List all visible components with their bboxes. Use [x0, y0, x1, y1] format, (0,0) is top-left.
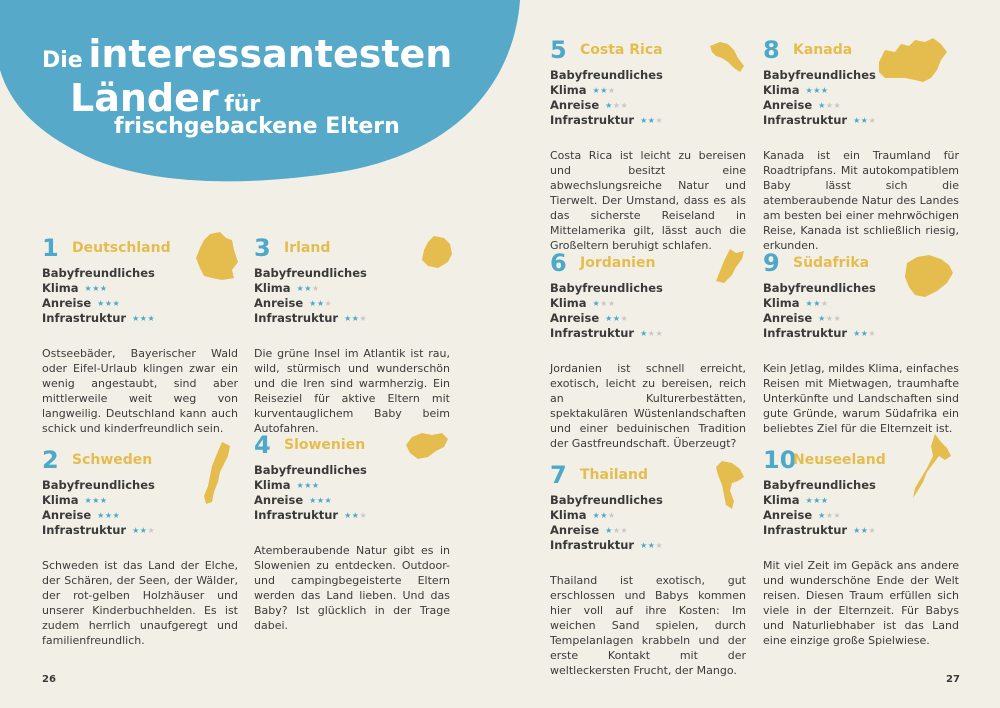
- star-filled-icon: ★: [296, 481, 305, 490]
- star-empty-icon: ★: [825, 314, 834, 323]
- star-filled-icon: ★: [592, 86, 601, 95]
- country-name: Jordanien: [580, 255, 656, 271]
- star-filled-icon: ★: [84, 284, 93, 293]
- babyfreundliches-label: Babyfreundliches: [763, 478, 876, 492]
- rating-label-anreise: Anreise: [550, 523, 600, 537]
- star-rating-klima: [806, 299, 829, 308]
- rating-row-infrastruktur: [42, 311, 238, 326]
- country-description: Schweden ist das Land der Elche, der Schären, der Seen, der Wälder, der rot-gelben Holzhäuser und unserer Kinderbuchhelden. Es ist zudem herrlich unaufgeregt und familienfreundlich.: [42, 559, 238, 647]
- star-filled-icon: ★: [92, 284, 100, 293]
- star-filled-icon: ★: [818, 101, 826, 110]
- rating-label-anreise: Anreise: [42, 508, 92, 522]
- star-filled-icon: ★: [853, 116, 861, 125]
- country-name: Südafrika: [793, 255, 870, 271]
- star-empty-icon: ★: [359, 511, 368, 520]
- rating-label-klima: Klima: [42, 493, 79, 507]
- country-number: 3: [254, 234, 271, 262]
- south-africa-map-icon: [903, 255, 953, 297]
- star-filled-icon: ★: [818, 314, 826, 323]
- rating-row-infrastruktur: [550, 538, 746, 553]
- rating-label-infrastruktur: Infrastruktur: [763, 326, 848, 340]
- star-rating-klima: [85, 284, 108, 293]
- star-filled-icon: ★: [813, 86, 821, 95]
- thailand-map-icon: [716, 461, 744, 509]
- star-empty-icon: ★: [324, 299, 333, 308]
- star-empty-icon: ★: [620, 526, 629, 535]
- rating-row-infrastruktur: [763, 523, 959, 538]
- rating-label-infrastruktur: Infrastruktur: [550, 113, 635, 127]
- country-description: Kein Jetlag, mildes Klima, einfaches Reisen mit Mietwagen, traumhafte Unterkünfte und Landschaften sind gute Gründe, warum Südafrika ein beliebtes Ziel für die Elternzeit ist.: [763, 362, 959, 435]
- country-block-schweden: [42, 446, 238, 648]
- star-filled-icon: ★: [84, 496, 93, 505]
- rating-label-klima: Klima: [550, 296, 587, 310]
- star-filled-icon: ★: [592, 511, 601, 520]
- star-filled-icon: ★: [805, 86, 814, 95]
- rating-row-anreise: [42, 508, 238, 523]
- star-rating-infrastruktur: [132, 526, 155, 535]
- star-rating-anreise: [818, 511, 841, 520]
- star-rating-anreise: [605, 526, 628, 535]
- country-name: Schweden: [72, 452, 153, 468]
- rating-label-anreise: Anreise: [763, 311, 813, 325]
- country-number: 4: [254, 431, 271, 459]
- star-filled-icon: ★: [311, 481, 320, 490]
- star-filled-icon: ★: [304, 481, 312, 490]
- star-filled-icon: ★: [592, 299, 601, 308]
- star-filled-icon: ★: [351, 314, 360, 323]
- country-description: Jordanien ist schnell erreicht, exotisch, leicht zu bereisen, reich an Kulturerbestätten, spektakulären Wüstenlandschaften und einer beduinischen Tradition der Gastfreundschaft. Überzeugt?: [550, 362, 746, 450]
- star-filled-icon: ★: [324, 496, 333, 505]
- rating-row-klima: [254, 281, 450, 296]
- star-rating-anreise: [309, 496, 332, 505]
- star-filled-icon: ★: [92, 496, 100, 505]
- star-filled-icon: ★: [104, 299, 113, 308]
- rating-label-infrastruktur: Infrastruktur: [763, 113, 848, 127]
- star-rating-klima: [593, 86, 616, 95]
- star-filled-icon: ★: [853, 329, 861, 338]
- star-empty-icon: ★: [607, 511, 616, 520]
- star-filled-icon: ★: [612, 314, 621, 323]
- rating-label-klima: Klima: [550, 508, 587, 522]
- slovenia-map-icon: [406, 433, 448, 459]
- star-empty-icon: ★: [612, 101, 621, 110]
- star-filled-icon: ★: [647, 541, 656, 550]
- star-rating-infrastruktur: [640, 116, 663, 125]
- country-number: 5: [550, 36, 567, 64]
- rating-row-infrastruktur: [254, 311, 450, 326]
- babyfreundliches-label: Babyfreundliches: [550, 281, 663, 295]
- country-description: Atemberaubende Natur gibt es in Slowenien zu entdecken. Outdoor- und campingbegeisterte Eltern werden das Land lieben. Und das Baby? Ist glücklich in der Trage dabei.: [254, 544, 450, 632]
- rating-label-anreise: Anreise: [42, 296, 92, 310]
- country-description: Thailand ist exotisch, gut erschlossen und Babys kommen hier voll auf ihre Kosten: Im weichen Sand spielen, durch Tempelanlagen krabbeln und der erste Kontakt mit der weltleckersten Frucht, der Mango.: [550, 574, 746, 677]
- star-filled-icon: ★: [99, 496, 108, 505]
- star-empty-icon: ★: [311, 284, 320, 293]
- star-filled-icon: ★: [605, 314, 613, 323]
- rating-row-anreise: [42, 296, 238, 311]
- country-description: Die grüne Insel im Atlantik ist rau, wild, stürmisch und wunderschön und die Iren sind warmherzig. Ein Reiseziel für aktive Eltern mit kurventauglichem Baby beim Autofahren.: [254, 347, 450, 435]
- rating-row-anreise: [254, 493, 450, 508]
- star-empty-icon: ★: [607, 86, 616, 95]
- star-empty-icon: ★: [868, 116, 877, 125]
- country-name: Costa Rica: [580, 42, 663, 58]
- star-filled-icon: ★: [640, 329, 648, 338]
- star-filled-icon: ★: [344, 511, 352, 520]
- star-filled-icon: ★: [304, 284, 312, 293]
- rating-label-infrastruktur: Infrastruktur: [42, 311, 127, 325]
- rating-row-klima: [763, 296, 959, 311]
- star-filled-icon: ★: [640, 541, 648, 550]
- star-rating-klima: [85, 496, 108, 505]
- star-filled-icon: ★: [605, 526, 613, 535]
- star-filled-icon: ★: [820, 86, 829, 95]
- star-empty-icon: ★: [825, 511, 834, 520]
- star-filled-icon: ★: [112, 511, 121, 520]
- star-filled-icon: ★: [99, 284, 108, 293]
- country-block-slowenien: [254, 431, 450, 633]
- star-empty-icon: ★: [607, 299, 616, 308]
- country-name: Kanada: [793, 42, 853, 58]
- star-empty-icon: ★: [147, 526, 156, 535]
- star-rating-anreise: [97, 299, 120, 308]
- country-name: Thailand: [580, 467, 648, 483]
- canada-map-icon: [875, 38, 947, 96]
- sweden-map-icon: [202, 442, 232, 504]
- title-laender: Länder: [70, 76, 219, 120]
- country-block-irland: [254, 234, 450, 436]
- rating-row-infrastruktur: [763, 113, 959, 128]
- star-rating-anreise: [605, 314, 628, 323]
- ireland-map-icon: [422, 236, 452, 268]
- rating-row-infrastruktur: [254, 508, 450, 523]
- country-number: 10: [763, 446, 797, 474]
- page-number-left: 26: [42, 674, 56, 685]
- country-block-costa-rica: [550, 36, 746, 253]
- star-empty-icon: ★: [820, 299, 829, 308]
- star-filled-icon: ★: [640, 116, 648, 125]
- star-filled-icon: ★: [813, 496, 821, 505]
- star-rating-anreise: [818, 314, 841, 323]
- star-empty-icon: ★: [655, 541, 664, 550]
- rating-label-klima: Klima: [763, 296, 800, 310]
- star-rating-infrastruktur: [132, 314, 155, 323]
- star-filled-icon: ★: [818, 511, 826, 520]
- rating-row-infrastruktur: [42, 523, 238, 538]
- star-filled-icon: ★: [296, 284, 305, 293]
- title-fuer: für: [224, 92, 261, 117]
- star-filled-icon: ★: [309, 496, 317, 505]
- country-number: 2: [42, 446, 59, 474]
- star-rating-klima: [593, 511, 616, 520]
- babyfreundliches-label: Babyfreundliches: [42, 478, 155, 492]
- rating-label-klima: Klima: [763, 493, 800, 507]
- rating-row-infrastruktur: [763, 326, 959, 341]
- rating-row-anreise: [550, 98, 746, 113]
- babyfreundliches-label: Babyfreundliches: [550, 493, 663, 507]
- star-empty-icon: ★: [612, 526, 621, 535]
- star-empty-icon: ★: [833, 101, 842, 110]
- country-name: Slowenien: [284, 437, 366, 453]
- rating-label-anreise: Anreise: [763, 508, 813, 522]
- star-rating-anreise: [309, 299, 332, 308]
- country-number: 9: [763, 249, 780, 277]
- country-name: Irland: [284, 240, 331, 256]
- babyfreundliches-label: Babyfreundliches: [254, 266, 367, 280]
- star-filled-icon: ★: [853, 526, 861, 535]
- star-rating-klima: [593, 299, 616, 308]
- star-rating-infrastruktur: [853, 116, 876, 125]
- star-filled-icon: ★: [112, 299, 121, 308]
- star-rating-klima: [806, 86, 829, 95]
- rating-label-klima: Klima: [550, 83, 587, 97]
- star-filled-icon: ★: [97, 299, 105, 308]
- rating-row-anreise: [763, 311, 959, 326]
- star-filled-icon: ★: [316, 496, 325, 505]
- country-block-deutschland: [42, 234, 238, 436]
- star-filled-icon: ★: [820, 496, 829, 505]
- title-line-1: [42, 32, 452, 76]
- country-description: Mit viel Zeit im Gepäck ans andere und wunderschöne Ende der Welt reisen. Diesen Traum erfüllen sich viele in der Elternzeit. Für Babys und Naturliebhaber ist das Land eine einzige große Spielwiese.: [763, 559, 959, 647]
- star-filled-icon: ★: [860, 116, 869, 125]
- country-header: [254, 234, 450, 266]
- title-die: Die: [42, 48, 83, 73]
- rating-label-anreise: Anreise: [550, 311, 600, 325]
- rating-row-klima: [42, 281, 238, 296]
- title-interessantesten: interessantesten: [88, 32, 453, 76]
- star-rating-anreise: [97, 511, 120, 520]
- star-filled-icon: ★: [132, 526, 140, 535]
- rating-label-infrastruktur: Infrastruktur: [763, 523, 848, 537]
- rating-label-anreise: Anreise: [254, 493, 304, 507]
- country-block-neuseeland: [763, 446, 959, 648]
- star-empty-icon: ★: [655, 329, 664, 338]
- star-rating-infrastruktur: [640, 329, 663, 338]
- star-rating-klima: [297, 284, 320, 293]
- rating-label-anreise: Anreise: [254, 296, 304, 310]
- star-empty-icon: ★: [655, 116, 664, 125]
- rating-label-klima: Klima: [763, 83, 800, 97]
- star-filled-icon: ★: [600, 86, 608, 95]
- star-filled-icon: ★: [132, 314, 140, 323]
- babyfreundliches-label: Babyfreundliches: [254, 463, 367, 477]
- star-rating-infrastruktur: [640, 541, 663, 550]
- star-filled-icon: ★: [860, 526, 869, 535]
- rating-row-anreise: [763, 508, 959, 523]
- babyfreundliches-label: Babyfreundliches: [763, 68, 876, 82]
- rating-row-anreise: [763, 98, 959, 113]
- rating-row-klima: [550, 508, 746, 523]
- country-block-thailand: [550, 461, 746, 678]
- star-empty-icon: ★: [868, 526, 877, 535]
- country-description: Ostseebäder, Bayerischer Wald oder Eifel-Urlaub klingen zwar ein wenig angestaubt, sind aber mittlerweile weit weg von langweilig. Deutschland kann auch schick und kinderfreundlich sein.: [42, 347, 238, 435]
- star-rating-infrastruktur: [853, 329, 876, 338]
- star-filled-icon: ★: [316, 299, 325, 308]
- star-empty-icon: ★: [600, 299, 608, 308]
- rating-label-infrastruktur: Infrastruktur: [254, 311, 339, 325]
- star-rating-klima: [806, 496, 829, 505]
- country-number: 6: [550, 249, 567, 277]
- star-empty-icon: ★: [868, 329, 877, 338]
- rating-row-anreise: [550, 311, 746, 326]
- rating-row-infrastruktur: [550, 326, 746, 341]
- star-empty-icon: ★: [647, 329, 656, 338]
- star-filled-icon: ★: [139, 526, 148, 535]
- jordan-map-icon: [716, 249, 744, 283]
- star-filled-icon: ★: [104, 511, 113, 520]
- rating-label-klima: Klima: [254, 478, 291, 492]
- star-filled-icon: ★: [147, 314, 156, 323]
- star-rating-infrastruktur: [344, 511, 367, 520]
- rating-row-klima: [550, 296, 746, 311]
- babyfreundliches-label: Babyfreundliches: [42, 266, 155, 280]
- rating-label-infrastruktur: Infrastruktur: [550, 326, 635, 340]
- country-name: Deutschland: [72, 240, 171, 256]
- rating-label-infrastruktur: Infrastruktur: [550, 538, 635, 552]
- rating-label-infrastruktur: Infrastruktur: [254, 508, 339, 522]
- country-number: 7: [550, 461, 567, 489]
- title-line-3: frischgebackene Eltern: [114, 114, 400, 139]
- star-filled-icon: ★: [97, 511, 105, 520]
- star-filled-icon: ★: [139, 314, 148, 323]
- germany-map-icon: [196, 232, 238, 280]
- star-filled-icon: ★: [647, 116, 656, 125]
- country-block-suedafrika: [763, 249, 959, 436]
- star-rating-infrastruktur: [853, 526, 876, 535]
- rating-row-klima: [550, 83, 746, 98]
- rating-label-infrastruktur: Infrastruktur: [42, 523, 127, 537]
- star-empty-icon: ★: [825, 101, 834, 110]
- star-empty-icon: ★: [620, 101, 629, 110]
- country-description: Kanada ist ein Traumland für Roadtripfans. Mit autokompatiblem Baby lässt sich die atemberaubende Natur des Landes am besten bei einer mehrwöchigen Reise, Kanada ist schließlich riesig, erkunden.: [763, 149, 959, 252]
- new-zealand-map-icon: [913, 434, 957, 498]
- star-rating-infrastruktur: [344, 314, 367, 323]
- country-block-jordanien: [550, 249, 746, 451]
- star-rating-anreise: [818, 101, 841, 110]
- country-number: 1: [42, 234, 59, 262]
- star-filled-icon: ★: [351, 511, 360, 520]
- rating-label-klima: Klima: [254, 281, 291, 295]
- country-number: 8: [763, 36, 780, 64]
- rating-label-klima: Klima: [42, 281, 79, 295]
- country-name: Neuseeland: [793, 452, 886, 468]
- star-filled-icon: ★: [860, 329, 869, 338]
- star-empty-icon: ★: [620, 314, 629, 323]
- rating-row-anreise: [254, 296, 450, 311]
- country-description: Costa Rica ist leicht zu bereisen und besitzt eine abwechslungsreiche Natur und Tierwelt. Der Umstand, dass es als das sicherste Reiseland in Mittelamerika gilt, lässt auch die Großeltern beruhigt schlafen.: [550, 149, 746, 252]
- star-empty-icon: ★: [833, 314, 842, 323]
- babyfreundliches-label: Babyfreundliches: [550, 68, 663, 82]
- star-empty-icon: ★: [359, 314, 368, 323]
- rating-row-anreise: [550, 523, 746, 538]
- star-filled-icon: ★: [600, 511, 608, 520]
- star-filled-icon: ★: [813, 299, 821, 308]
- rating-label-anreise: Anreise: [763, 98, 813, 112]
- costa-rica-map-icon: [710, 42, 744, 72]
- star-filled-icon: ★: [805, 496, 814, 505]
- rating-row-infrastruktur: [550, 113, 746, 128]
- star-filled-icon: ★: [309, 299, 317, 308]
- babyfreundliches-label: Babyfreundliches: [763, 281, 876, 295]
- star-filled-icon: ★: [605, 101, 613, 110]
- star-filled-icon: ★: [344, 314, 352, 323]
- star-rating-anreise: [605, 101, 628, 110]
- rating-label-anreise: Anreise: [550, 98, 600, 112]
- page-number-right: 27: [946, 674, 960, 685]
- country-block-kanada: [763, 36, 959, 253]
- star-rating-klima: [297, 481, 320, 490]
- star-empty-icon: ★: [833, 511, 842, 520]
- rating-row-klima: [254, 478, 450, 493]
- star-filled-icon: ★: [805, 299, 814, 308]
